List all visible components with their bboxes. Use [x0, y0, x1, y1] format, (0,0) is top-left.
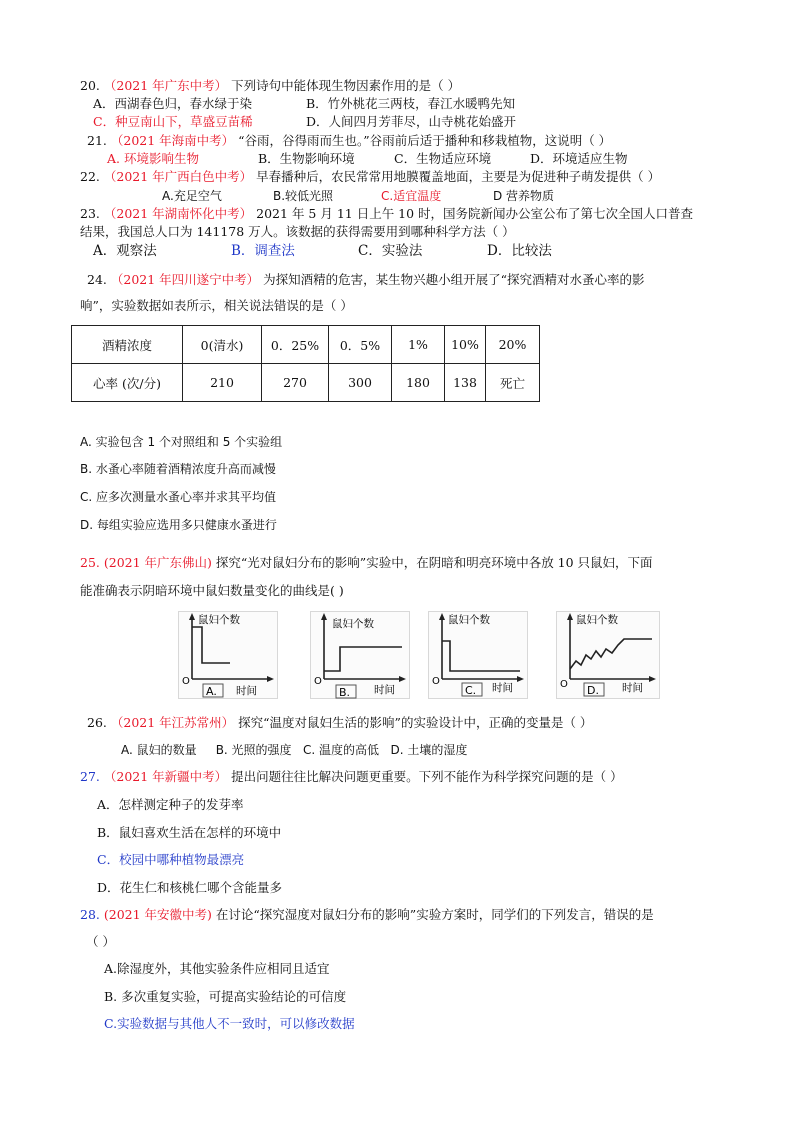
q27-stem: 提出问题往往比解决问题更重要。下列不能作为科学探究问题的是（ ）	[231, 769, 623, 784]
q21-source: （2021 年海南中考）	[110, 133, 235, 148]
q22-source: （2021 年广西白色中考）	[103, 169, 253, 184]
table-cell: 0．25%	[262, 326, 329, 364]
q25-number: 25.	[80, 555, 100, 570]
q24-option-c: C. 应多次测量水蚤心率并求其平均值	[80, 490, 277, 504]
table-cell: 死亡	[486, 364, 540, 402]
graph-b-letter: B.	[339, 686, 351, 699]
q25-graph-d	[556, 611, 660, 699]
graph-d-xlabel: 时间	[622, 682, 643, 694]
table-cell: 270	[262, 364, 329, 402]
q24-stem2: 响”，实验数据如表所示，相关说法错误的是（ ）	[80, 298, 353, 313]
q27-option-c: C．校园中哪种植物最漂亮	[97, 852, 245, 867]
q25-stem1: 探究“光对鼠妇分布的影响”实验中，在阴暗和明亮环境中各放 10 只鼠妇，下面	[215, 555, 653, 570]
graph-c-xlabel: 时间	[492, 682, 513, 694]
q23-option-b: B．调查法	[231, 243, 295, 259]
q26-number: 26.	[87, 715, 107, 730]
q26-stem: 探究“温度对鼠妇生活的影响”的实验设计中，正确的变量是（ ）	[238, 715, 593, 730]
table-cell: 0．5%	[329, 326, 392, 364]
q28-number: 28.	[80, 907, 100, 922]
q27-source: （2021 年新疆中考）	[103, 769, 228, 784]
q20-option-c: C．种豆南山下，草盛豆苗稀	[93, 114, 253, 129]
q22-option-a: A.充足空气	[162, 189, 222, 203]
q27-option-d: D．花生仁和核桃仁哪个含能量多	[97, 880, 283, 895]
q27-stem-line	[80, 769, 623, 785]
graph-d-ylabel: 鼠妇个数	[576, 614, 618, 626]
q20-option-b: B．竹外桃花三两枝，春江水暖鸭先知	[306, 96, 516, 111]
graph-c-ylabel: 鼠妇个数	[448, 614, 490, 626]
table-cell: 300	[329, 364, 392, 402]
q25-source: (2021 年广东佛山)	[103, 555, 212, 570]
q24-number: 24.	[87, 272, 107, 287]
q22-stem: 早春播种后，农民常常用地膜覆盖地面，主要是为促进种子萌发提供（ ）	[256, 169, 661, 184]
table-cell: 20%	[486, 326, 540, 364]
q24-stem-line1	[87, 272, 645, 288]
graph-d-letter: D.	[587, 684, 599, 697]
q23-option-c: C．实验法	[358, 243, 423, 259]
table-cell: 1%	[392, 326, 445, 364]
q23-source: （2021 年湖南怀化中考）	[103, 206, 253, 221]
graph-c-origin: O	[432, 676, 440, 687]
graph-b-ylabel: 鼠妇个数	[332, 618, 374, 630]
q21-option-d: D．环境适应生物	[530, 151, 628, 166]
q28-stem2: （ ）	[86, 934, 115, 949]
q24-option-b: B. 水蚤心率随着酒精浓度升高而减慢	[80, 462, 276, 476]
q21-stem: “谷雨，谷得雨而生也。”谷雨前后适于播种和移栽植物，这说明（ ）	[238, 133, 612, 148]
table-cell: 酒精浓度	[72, 326, 183, 364]
q28-stem1: 在讨论“探究湿度对鼠妇分布的影响”实验方案时，同学们的下列发言，错误的是	[215, 907, 654, 922]
q21-option-a: A. 环境影响生物	[107, 151, 199, 166]
graph-a-xlabel: 时间	[236, 685, 257, 697]
q22-stem-line	[80, 169, 660, 185]
table-cell: 138	[445, 364, 486, 402]
q24-data-table	[71, 325, 540, 402]
q24-source: （2021 年四川遂宁中考）	[110, 272, 260, 287]
q23-stem1: 2021 年 5 月 11 日上午 10 时，国务院新闻办公室公布了第七次全国人口普查	[256, 206, 694, 221]
table-row	[72, 364, 540, 402]
q27-option-b: B．鼠妇喜欢生活在怎样的环境中	[97, 825, 282, 840]
table-cell: 0(清水)	[183, 326, 262, 364]
q20-option-a: A．西湖春色归，春水绿于染	[93, 96, 253, 111]
q28-option-b: B. 多次重复实验，可提高实验结论的可信度	[104, 989, 347, 1004]
q20-stem: 下列诗句中能体现生物因素作用的是（ ）	[231, 78, 461, 93]
table-cell: 10%	[445, 326, 486, 364]
q20-stem-line	[80, 78, 460, 94]
table-cell: 210	[183, 364, 262, 402]
q26-options: A. 鼠妇的数量 B. 光照的强度 C. 温度的高低 D. 土壤的湿度	[121, 743, 468, 757]
q21-option-c: C．生物适应环境	[394, 151, 492, 166]
q25-graph-a	[178, 611, 278, 699]
q23-number: 23.	[80, 206, 100, 221]
q25-graph-b	[310, 611, 410, 699]
q24-option-a: A. 实验包含 1 个对照组和 5 个实验组	[80, 435, 283, 449]
table-row	[72, 326, 540, 364]
q22-option-d: D 营养物质	[493, 189, 555, 203]
graph-b-origin: O	[314, 676, 322, 687]
q23-option-a: A．观察法	[93, 243, 157, 259]
q25-graph-c	[428, 611, 528, 699]
q23-stem-line1	[80, 206, 693, 222]
q27-number: 27.	[80, 769, 100, 784]
q24-option-d: D. 每组实验应选用多只健康水蚤进行	[80, 518, 277, 532]
q21-stem-line	[87, 133, 611, 149]
q28-source: (2021 年安徽中考)	[103, 907, 212, 922]
q28-option-a: A.除湿度外，其他实验条件应相同且适宜	[104, 961, 330, 976]
table-cell: 心率 (次/分)	[72, 364, 183, 402]
q20-option-d: D．人间四月芳菲尽，山寺桃花始盛开	[306, 114, 517, 129]
q24-stem1: 为探知酒精的危害，某生物兴趣小组开展了“探究酒精对水蚤心率的影	[263, 272, 645, 287]
q26-source: （2021 年江苏常州）	[110, 715, 235, 730]
graph-d-origin: O	[560, 679, 568, 690]
graph-a-origin: O	[182, 676, 190, 687]
q22-option-c: C.适宜温度	[381, 189, 442, 203]
q28-stem-line1	[80, 907, 654, 923]
q20-source: （2021 年广东中考）	[103, 78, 228, 93]
graph-a-letter: A.	[206, 685, 217, 698]
q21-number: 21.	[87, 133, 107, 148]
graph-c-letter: C.	[465, 684, 477, 697]
table-cell: 180	[392, 364, 445, 402]
q22-number: 22.	[80, 169, 100, 184]
graph-b-xlabel: 时间	[374, 684, 395, 696]
q25-stem2: 能准确表示阴暗环境中鼠妇数量变化的曲线是( )	[80, 583, 344, 598]
q23-stem2: 结果，我国总人口为 141178 万人。该数据的获得需要用到哪种科学方法（ ）	[80, 224, 515, 239]
q22-option-b: B.较低光照	[273, 189, 334, 203]
q27-option-a: A．怎样测定种子的发芽率	[97, 797, 244, 812]
q20-number: 20.	[80, 78, 100, 93]
q28-option-c: C.实验数据与其他人不一致时，可以修改数据	[104, 1016, 355, 1031]
q23-option-d: D．比较法	[487, 243, 552, 259]
q21-option-b: B．生物影响环境	[258, 151, 355, 166]
q25-stem-line1	[80, 555, 653, 571]
graph-a-ylabel: 鼠妇个数	[198, 614, 240, 626]
q26-stem-line	[87, 715, 592, 731]
